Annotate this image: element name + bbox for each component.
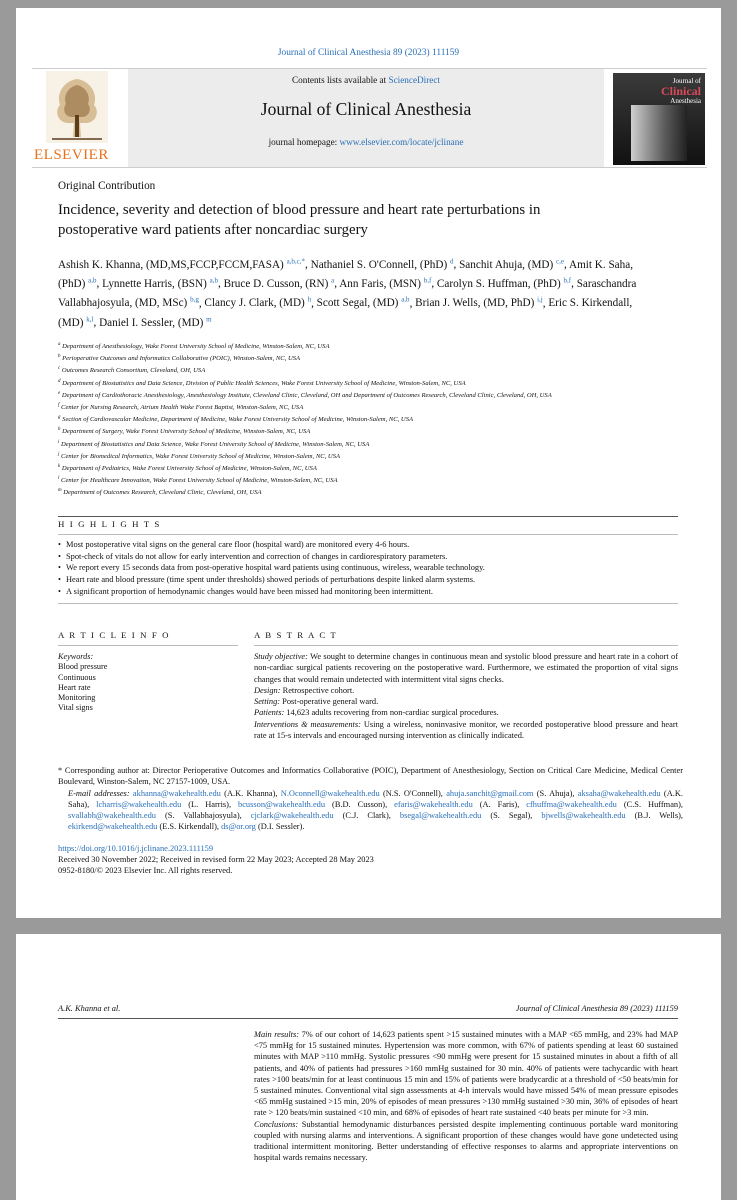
author-affiliation-marks[interactable]: b,f <box>563 276 572 285</box>
abstract-text: 14,623 adults recovering from non-cardiac surgical procedures. <box>284 708 499 718</box>
journal-masthead <box>32 68 707 168</box>
email-link[interactable]: lcharris@wakehealth.edu <box>96 799 182 809</box>
running-title[interactable]: Journal of Clinical Anesthesia 89 (2023) 111159 <box>277 48 460 58</box>
email-owner: (C.J. Clark), <box>333 811 400 821</box>
abstract-text: We sought to determine changes in continuous mean and systolic blood pressure and heart rate in a cohort of non-cardiac surgical patients recovering on the postoperative ward. Furthermore, we estimated the proportion of vital signs changes that would remain undetected with intermittent vital signs checks. <box>254 652 678 684</box>
article-type: Original Contribution <box>58 180 156 192</box>
article-page-1 <box>16 8 721 918</box>
keywords-block <box>58 652 228 714</box>
contents-line <box>128 75 604 85</box>
author[interactable] <box>311 259 454 271</box>
keyword-item: Blood pressure <box>58 662 108 672</box>
affiliation-text: Center for Biomedical Informatics, Wake Forest University School of Medicine, Winston-Salem, NC, USA <box>61 452 341 460</box>
author-affiliation-marks[interactable]: k,l <box>86 314 94 323</box>
keyword-item: Monitoring <box>58 693 96 703</box>
article-page-2 <box>16 934 721 1200</box>
email-owner: (S. Vallabhajosyula), <box>155 811 251 821</box>
email-owner: (D.I. Sessler). <box>255 822 305 832</box>
email-owner: (S. Segal), <box>481 811 542 821</box>
highlight-item: • Heart rate and blood pressure (time spent under thresholds) showed periods of perturbations despite linked alarm systems. <box>58 574 678 586</box>
abstract-paragraph <box>254 696 678 707</box>
elsevier-logo[interactable] <box>34 71 122 165</box>
affiliation-text: Department of Outcomes Research, Cleveland Clinic, Cleveland, OH, USA <box>63 489 262 497</box>
email-owner: (A. Faris), <box>472 799 527 809</box>
affiliation-mark: j <box>58 451 60 457</box>
affiliation-mark: h <box>58 427 61 433</box>
author-affiliation-marks[interactable]: a,b,c,* <box>286 257 306 265</box>
journal-name: Journal of Clinical Anesthesia <box>260 99 472 119</box>
author[interactable] <box>437 278 571 290</box>
abstract-rule <box>254 645 678 646</box>
highlights-top-rule <box>58 516 678 517</box>
abstract-label: Study objective: <box>254 652 308 661</box>
keyword-item: Continuous <box>58 672 96 682</box>
footnotes <box>58 765 683 833</box>
author-affiliation-marks[interactable]: a,b <box>209 276 218 285</box>
author-list: Ashish K. Khanna, (MD,MS,FCCP,FCCM,FASA) $^{a,b,c,*}$, Nathaniel S. O'Connell, (PhD) $^d$, Sanchit Ahuja, (MD) $^{c,e}$, Amit K. Saha, (PhD) $^{a,b}$, Lynnette Harris, (BSN) $^{a,b}$, Bruce D. Cusson, (RN) $^a$, Ann Faris, (MSN) $^{b,f}$, Carolyn S. Huffman, (PhD) $^{b,f}$, Saraschandra Vallabhajosyula, (MD, MSc) $^{b,g}$, Clancy J. Clark, (MD) $^h$, Scott Segal, (MD) $^{a,b}$, Brian J. Wells, (MD, PhD) $^{i,j}$, Eric S. Kirkendall, (MD) $^{k,l}$, Daniel I. Sessler, (MD) $^m$ <box>58 257 637 329</box>
author-name: Amit K. Saha, (PhD) <box>58 258 633 291</box>
author[interactable] <box>317 297 410 309</box>
elsevier-tree-icon <box>46 71 108 143</box>
affiliation-mark: i <box>58 439 60 445</box>
affiliation-mark: m <box>58 488 62 494</box>
author-name: Sanchit Ahuja, (MD) <box>459 258 554 271</box>
author-affiliation-marks[interactable]: c,e <box>556 257 564 265</box>
affiliation-text: Department of Biostatistics and Data Science, Wake Forest University School of Medicine, Winston-Salem, NC, USA <box>61 440 370 448</box>
abstract-paragraph <box>254 1029 678 1119</box>
author-name: Lynnette Harris, (BSN) <box>102 278 207 291</box>
highlight-item: • Spot-check of vitals do not allow for early intervention and correction of changes in cardiorespiratory parameters. <box>58 551 678 563</box>
author[interactable] <box>459 259 564 271</box>
email-owner: (B.D. Cusson), <box>325 799 395 809</box>
affiliation-item <box>58 352 658 364</box>
affiliation-item <box>58 462 658 474</box>
email-label: E-mail addresses: <box>68 788 130 798</box>
affiliation-text: Department of Surgery, Wake Forest University School of Medicine, Winston-Salem, NC, USA <box>62 428 311 436</box>
highlights-title: H I G H L I G H T S <box>58 519 161 529</box>
email-link[interactable]: bcusson@wakehealth.edu <box>238 799 326 809</box>
abstract-label: Interventions & measurements: <box>254 719 361 729</box>
cover-title <box>617 77 701 105</box>
author[interactable] <box>102 278 218 290</box>
email-link[interactable]: svallabh@wakehealth.edu <box>68 811 156 821</box>
email-link[interactable]: akhanna@wakehealth.edu <box>132 788 221 798</box>
cover-title-big2: Anesthesia <box>670 97 701 105</box>
keyword-item: Heart rate <box>58 682 91 692</box>
cover-title-small: Journal of <box>672 77 701 85</box>
email-owner: (E.S. Kirkendall), <box>157 822 222 832</box>
highlight-item: • A significant proportion of hemodynamic changes would have been missed had monitoring been intermittent. <box>58 586 678 598</box>
affiliation-mark: c <box>58 366 61 372</box>
abstract-paragraph <box>254 651 678 685</box>
abstract-label: Conclusions: <box>254 1119 299 1129</box>
corresponding-author-note: * Corresponding author at: Director Perioperative Outcomes and Informatics Collaborative (POIC), Department of Anesthesiology, Section on Critical Care Medicine, Medical Center Boulevard, Winston-Salem, NC 27157-1009, USA. <box>58 766 683 787</box>
affiliation-item <box>58 413 658 425</box>
email-owner: (B.J. Wells), <box>625 811 684 821</box>
highlights-title-rule <box>58 534 678 535</box>
author-affiliation-marks[interactable]: d <box>449 257 454 265</box>
keyword-item: Vital signs <box>58 703 93 713</box>
highlight-item: • Most postoperative vital signs on the general care floor (hospital ward) are monitored every 4-6 hours. <box>58 539 678 551</box>
author-name: Brian J. Wells, (MD, PhD) <box>415 297 535 310</box>
affiliation-item <box>58 377 658 389</box>
highlights-list <box>58 539 678 598</box>
affiliation-mark: a <box>58 342 61 347</box>
author-affiliation-marks[interactable]: i,j <box>537 295 543 304</box>
affiliation-item <box>58 401 658 413</box>
author-name: Ann Faris, (MSN) <box>339 278 421 291</box>
highlights-bottom-rule <box>58 603 678 604</box>
received-dates: Received 30 November 2022; Received in revised form 22 May 2023; Accepted 28 May 2023 <box>58 854 374 864</box>
abstract-text: Post-operative general ward. <box>280 697 379 707</box>
cover-title-big: Clinical <box>660 84 701 98</box>
email-addresses <box>58 788 683 833</box>
author-affiliation-marks[interactable]: m <box>206 314 212 323</box>
keywords-list <box>58 662 228 713</box>
page2-header-authors: A.K. Khanna et al. <box>58 1004 121 1013</box>
author[interactable] <box>224 278 335 290</box>
author-affiliation-marks[interactable]: h <box>307 295 312 304</box>
affiliation-mark: g <box>58 415 61 421</box>
affiliation-mark: d <box>58 378 61 384</box>
abstract-label: Setting: <box>254 697 281 707</box>
affiliation-text: Section of Cardiovascular Medicine, Department of Medicine, Wake Forest University School of Medicine, Winston-Salem, NC, USA <box>62 416 414 424</box>
journal-cover-thumbnail[interactable] <box>613 73 705 165</box>
affiliation-item <box>58 340 658 352</box>
journal-homepage-link[interactable]: www.elsevier.com/locate/jclinane <box>339 137 464 147</box>
email-link[interactable]: bsegal@wakehealth.edu <box>399 811 482 821</box>
author[interactable] <box>415 297 543 309</box>
email-link[interactable]: ekirkend@wakehealth.edu <box>68 822 158 832</box>
email-link[interactable]: efaris@wakehealth.edu <box>394 799 473 809</box>
email-owner: (L. Harris), <box>181 799 239 809</box>
email-link[interactable]: cjclark@wakehealth.edu <box>250 811 334 821</box>
copyright-line: 0952-8180/© 2023 Elsevier Inc. All rights reserved. <box>58 865 233 875</box>
email-link[interactable]: N.Oconnell@wakehealth.edu <box>280 788 380 798</box>
keywords-label: Keywords: <box>58 652 94 661</box>
affiliation-text: Department of Biostatistics and Data Science, Division of Public Health Sciences, Wake Forest University School of Medicine, Winston-Salem, NC, USA <box>62 379 466 387</box>
article-info-rule <box>58 645 238 646</box>
email-link[interactable]: aksaha@wakehealth.edu <box>577 788 661 798</box>
author-name: Nathaniel S. O'Connell, (PhD) <box>310 258 448 271</box>
affiliation-item <box>58 438 658 450</box>
abstract-text: 7% of our cohort of 14,623 patients spent >15 sustained minutes with a MAP <65 mmHg, and 23% had MAP <75 mmHg for 15 sustained minutes. Hypertension was more common, with 67% of patients spending at least 60 sustained minutes with MAP >110 mmHg. Systolic pressures <90 mmHg were present for 15 sustained minutes in about a fifth of all patients, and 40% of patients had pressures >160 mmHg sustained for 30 min. 40% of patients were tachycardic with heart rates >100 beats/min for at least continuous 15 min and 15% of patients were bradycardic at a threshold of <50 beats/min for 5 sustained minutes. Conventional vital sign assessments at 4-h intervals would have missed 54% of mean pressure episodes <65 mmHg sustained >15 min, 20% of episodes of mean pressures >130 mmHg sustained >30 min, 36% of episodes of heart rate > 120 beats/min sustained <10 min, and 68% of episodes of heart rate sustained <40 beats per minute for >3 min. <box>254 1030 678 1118</box>
author-name: Carolyn S. Huffman, (PhD) <box>436 278 561 291</box>
cover-graphic <box>631 105 687 161</box>
author-affiliation-marks[interactable]: a <box>331 276 335 285</box>
page2-header-journal: Journal of Clinical Anesthesia 89 (2023) 111159 <box>515 1004 678 1013</box>
email-owner: (A.K. Saha), <box>68 788 683 809</box>
author-name: Daniel I. Sessler, (MD) <box>99 316 204 329</box>
masthead-center <box>128 69 604 167</box>
abstract-label: Patients: <box>254 708 285 718</box>
affiliation-item <box>58 474 658 486</box>
affiliation-mark: f <box>58 402 60 408</box>
email-link[interactable]: ds@or.org <box>221 822 256 832</box>
affiliation-mark: l <box>58 476 60 482</box>
affiliation-text: Center for Healthcare Innovation, Wake Forest University School of Medicine, Winston-Salem, NC, USA <box>61 477 338 485</box>
page2-header-rule <box>58 1018 678 1019</box>
abstract-title: A B S T R A C T <box>254 630 338 640</box>
affiliation-list <box>58 340 658 498</box>
author[interactable] <box>58 259 305 271</box>
author-name: Eric S. Kirkendall, (MD) <box>58 297 633 329</box>
abstract-text: Retrospective cohort. <box>280 685 355 695</box>
affiliation-mark: b <box>58 354 61 360</box>
affiliation-text: Department of Pediatrics, Wake Forest University School of Medicine, Winston-Salem, NC, USA <box>61 465 317 473</box>
affiliation-text: Outcomes Research Consortium, Cleveland, OH, USA <box>61 367 206 375</box>
author-affiliation-marks[interactable]: b,f <box>423 276 432 285</box>
affiliation-mark: e <box>58 390 61 396</box>
author[interactable] <box>339 278 431 290</box>
email-owner: (S. Ahuja), <box>533 788 578 798</box>
author-name: Clancy J. Clark, (MD) <box>204 297 305 310</box>
author-name: Saraschandra Vallabhajosyula, (MD, MSc) <box>58 278 637 310</box>
article-info-title: A R T I C L E I N F O <box>58 630 171 640</box>
affiliation-text: Perioperative Outcomes and Informatics Collaborative (POIC), Winston-Salem, NC, USA <box>62 355 301 363</box>
email-link[interactable]: cfhuffma@wakehealth.edu <box>526 799 617 809</box>
affiliation-text: Department of Cardiothoracic Anesthesiology, Anesthesiology Institute, Cleveland Clinic, Cleveland, OH and Department of Outcomes Research, Cleveland Clinic, Cleveland, OH, USA <box>61 391 552 399</box>
affiliation-mark: k <box>58 463 61 469</box>
author-affiliation-marks[interactable]: a,b <box>88 276 97 285</box>
email-link[interactable]: ahuja.sanchit@gmail.com <box>446 788 534 798</box>
contents-prefix: Contents lists available at <box>292 75 389 85</box>
doi-link[interactable]: https://doi.org/10.1016/j.jclinane.2023.111159 <box>58 844 214 853</box>
abstract-text: Substantial hemodynamic disturbances persisted despite implementing continuous portable ward monitoring coupled with nursing alarms and interventions. A significant proportion of these changes would have gone undetected using traditional intermittent monitoring. Better understanding of effective responses to alarms and appropriate interventions on hospital wards remains necessary. <box>254 1119 678 1163</box>
abstract-label: Main results: <box>254 1030 300 1039</box>
abstract-body <box>254 651 678 741</box>
affiliation-item <box>58 364 658 376</box>
affiliation-item <box>58 486 658 498</box>
page2-abstract-continued <box>254 1029 678 1163</box>
email-link[interactable]: bjwells@wakehealth.edu <box>541 811 626 821</box>
abstract-paragraph <box>254 719 678 742</box>
abstract-paragraph <box>254 1119 678 1164</box>
article-title: Incidence, severity and detection of blood pressure and heart rate perturbations in postoperative ward patients after noncardiac surgery <box>58 202 541 238</box>
email-owner: (N.S. O'Connell), <box>379 788 447 798</box>
publisher-logo-text: ELSEVIER <box>34 147 109 163</box>
author[interactable] <box>99 314 212 329</box>
affiliation-item <box>58 425 658 437</box>
author-name: Ashish K. Khanna, (MD,MS,FCCP,FCCM,FASA) <box>58 258 284 271</box>
highlight-item: • We report every 15 seconds data from post-operative hospital ward patients using continuous, wireless, wearable technology. <box>58 562 678 574</box>
abstract-paragraph <box>254 707 678 718</box>
author[interactable] <box>204 297 311 309</box>
author-affiliation-marks[interactable]: a,b <box>401 295 410 304</box>
author-affiliation-marks[interactable]: b,g <box>190 295 199 304</box>
affiliation-item <box>58 450 658 462</box>
author-name: Bruce D. Cusson, (RN) <box>223 278 329 291</box>
affiliation-text: Center for Nursing Research, Atrium Health Wake Forest Baptist, Winston-Salem, NC, USA <box>61 404 304 412</box>
sciencedirect-link[interactable]: ScienceDirect <box>388 75 440 85</box>
abstract-label: Design: <box>254 685 281 695</box>
affiliation-text: Department of Anesthesiology, Wake Forest University School of Medicine, Winston-Salem, NC, USA <box>62 343 330 351</box>
homepage-prefix: journal homepage: <box>268 137 340 147</box>
affiliation-item <box>58 389 658 401</box>
email-owner: (C.S. Huffman), <box>616 799 683 809</box>
email-owner: (A.K. Khanna), <box>220 788 281 798</box>
abstract-paragraph <box>254 685 678 696</box>
abstract-text: Using a wireless, noninvasive monitor, we recorded postoperative blood pressure and heart rate at 15-s intervals and encouraged nursing intervention as clinically indicated. <box>254 719 678 741</box>
author-name: Scott Segal, (MD) <box>316 297 399 310</box>
homepage-line <box>128 137 604 147</box>
publication-info <box>58 844 683 876</box>
